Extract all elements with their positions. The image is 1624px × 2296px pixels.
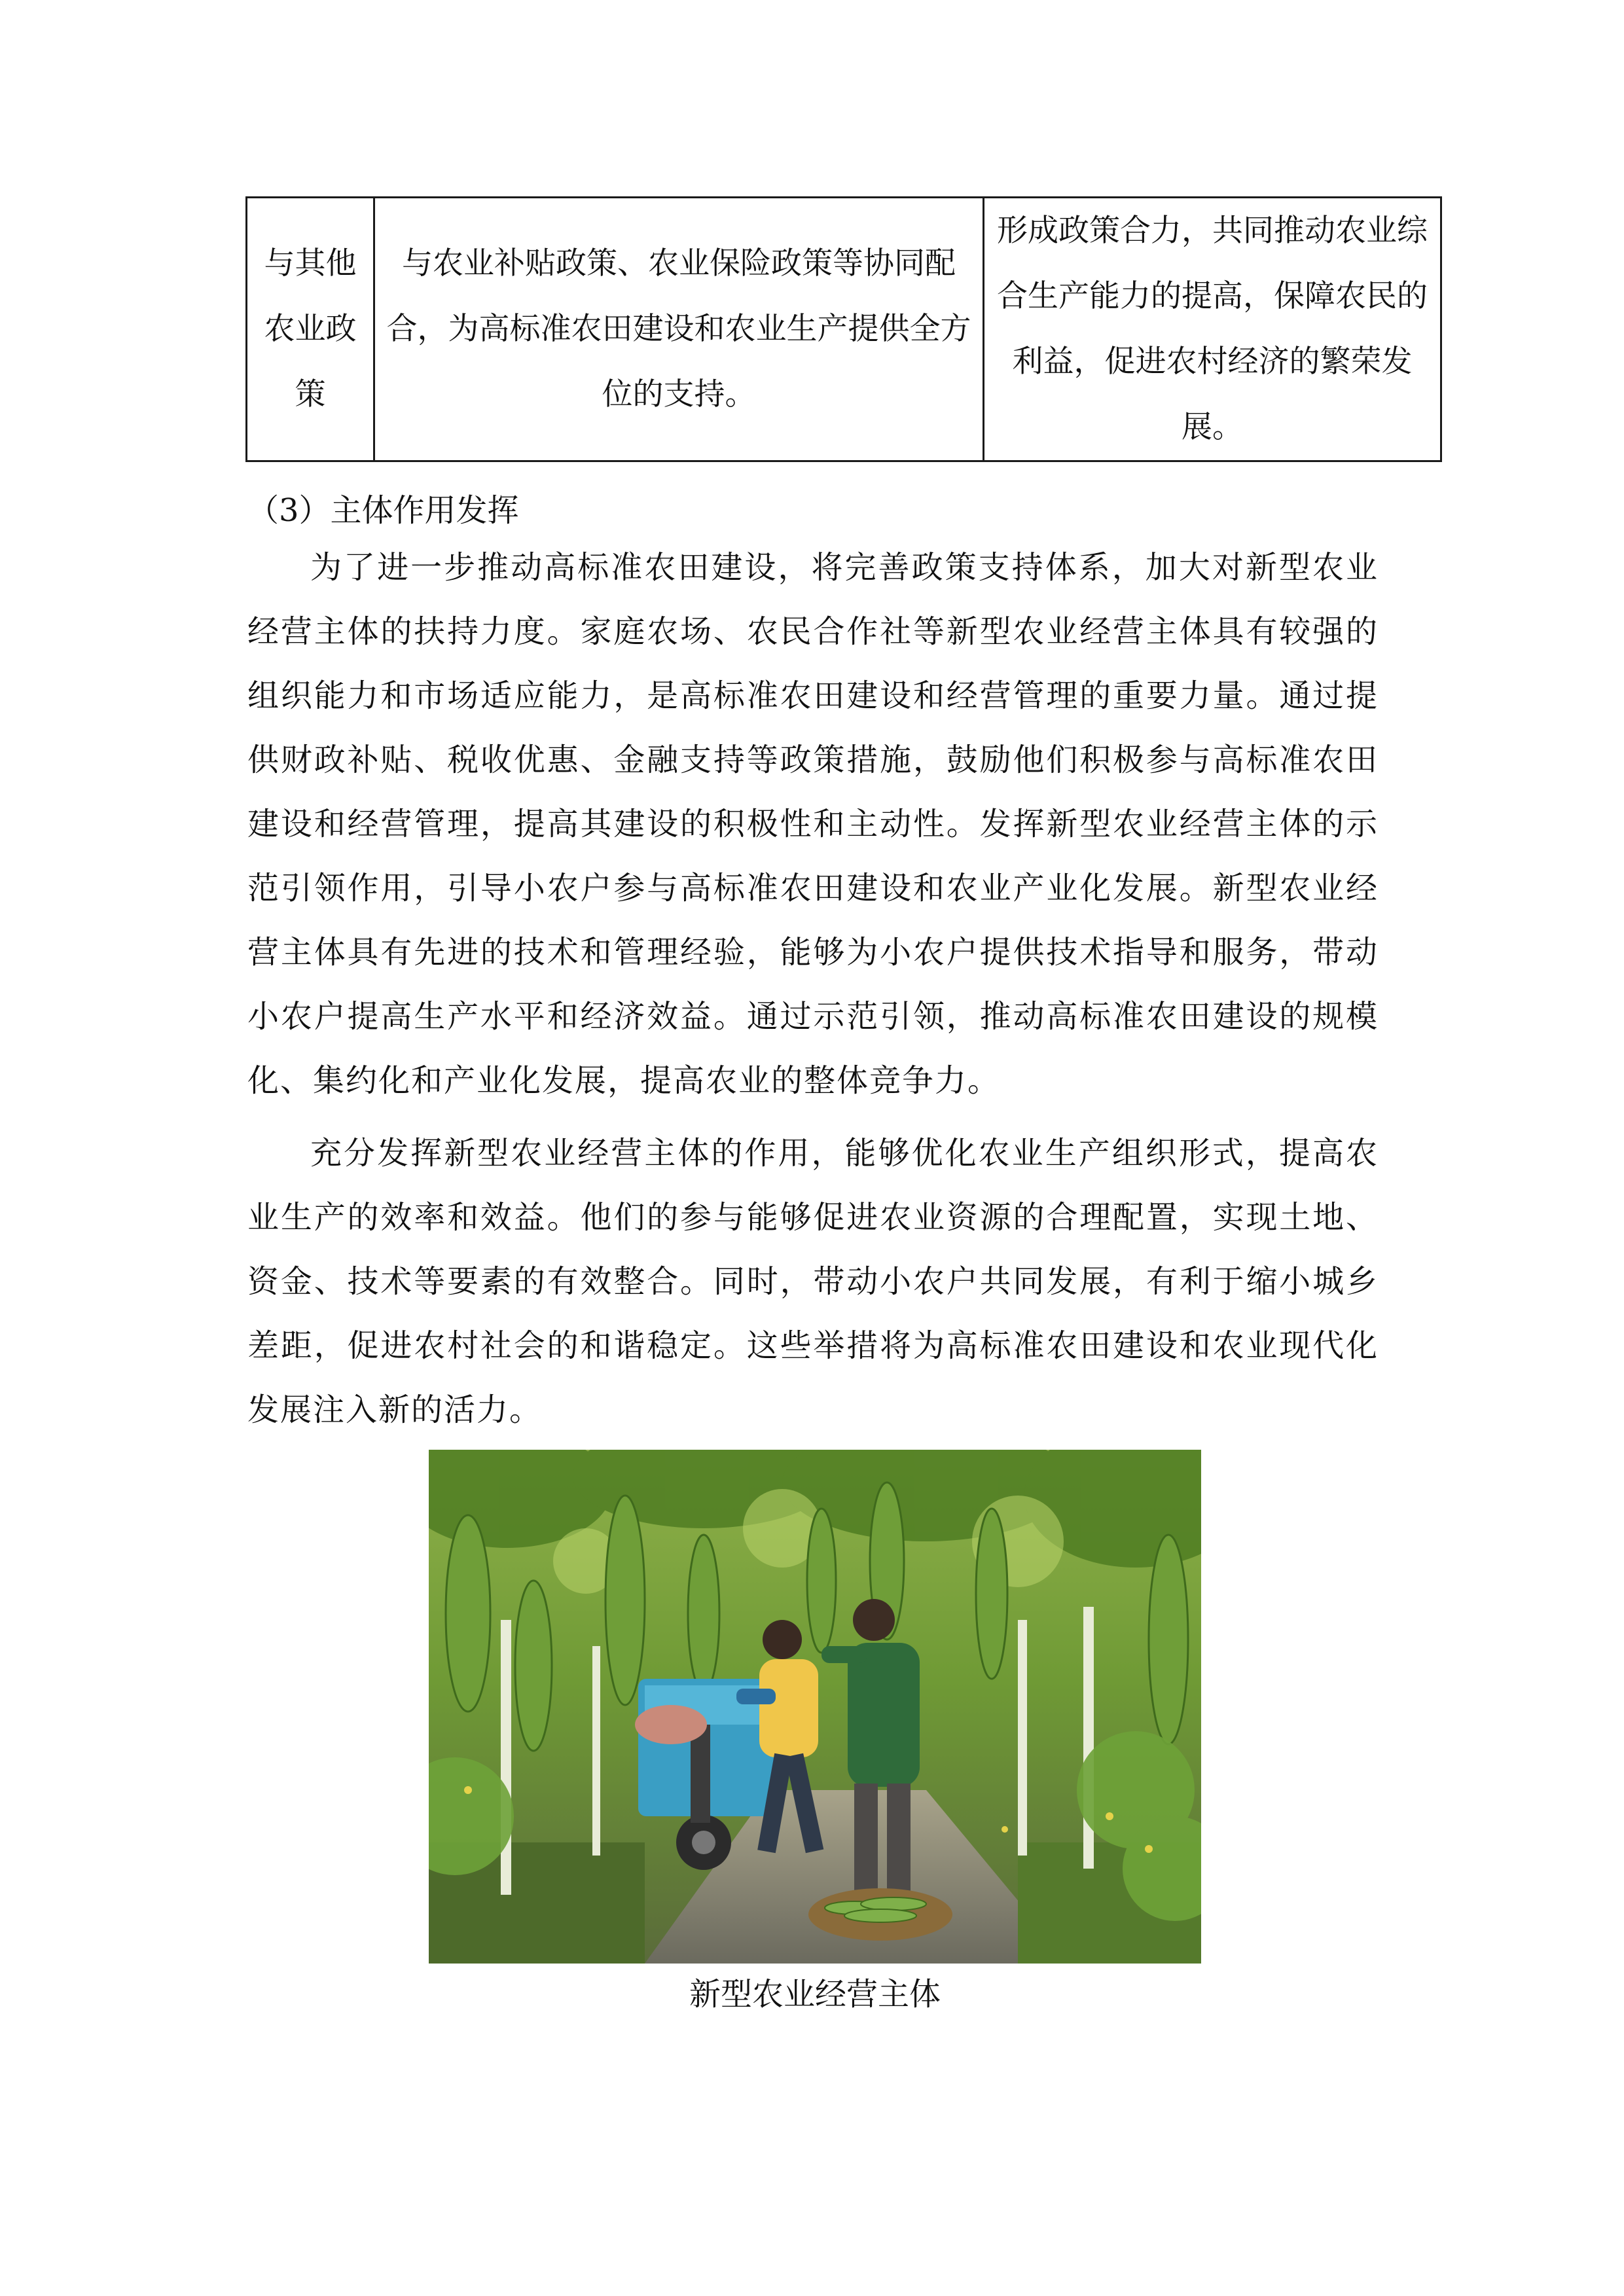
table-row bbox=[247, 198, 1441, 461]
table-cell-measure: 与农业补贴政策、农业保险政策等协同配合，为高标准农田建设和农业生产提供全方位的支持。 bbox=[374, 198, 984, 461]
body-paragraph: 充分发挥新型农业经营主体的作用，能够优化农业生产组织形式，提高农业生产的效率和效益。他们的参与能够促进农业资源的合理配置，实现土地、资金、技术等要素的有效整合。同时，带动小农户共同发展，有利于缩小城乡差距，促进农村社会的和谐稳定。这些举措将为高标准农田建设和农业现代化发展注入新的活力。 bbox=[247, 1135, 1379, 1428]
body-paragraph: 为了进一步推动高标准农田建设，将完善政策支持体系，加大对新型农业经营主体的扶持力度。家庭农场、农民合作社等新型农业经营主体具有较强的组织能力和市场适应能力，是高标准农田建设和经营管理的重要力量。通过提供财政补贴、税收优惠、金融支持等政策措施，鼓励他们积极参与高标准农田建设和经营管理，提高其建设的积极性和主动性。发挥新型农业经营主体的示范引领作用，引导小农户参与高标准农田建设和农业产业化发展。新型农业经营主体具有先进的技术和管理经验，能够为小农户提供技术指导和服务，带动小农户提高生产水平和经济效益。通过示范引领，推动高标准农田建设的规模化、集约化和产业化发展，提高农业的整体竞争力。 bbox=[247, 549, 1379, 1099]
table-cell-effect: 形成政策合力，共同推动农业综合生产能力的提高，保障农民的利益，促进农村经济的繁荣发展。 bbox=[984, 198, 1441, 461]
figure-caption: 新型农业经营主体 bbox=[689, 1976, 941, 2013]
section-heading: （3）主体作用发挥 bbox=[247, 492, 519, 529]
policy-table bbox=[245, 196, 1442, 462]
table-cell-policy-type: 与其他农业政策 bbox=[247, 198, 374, 461]
farm-photo bbox=[429, 1450, 1201, 1964]
